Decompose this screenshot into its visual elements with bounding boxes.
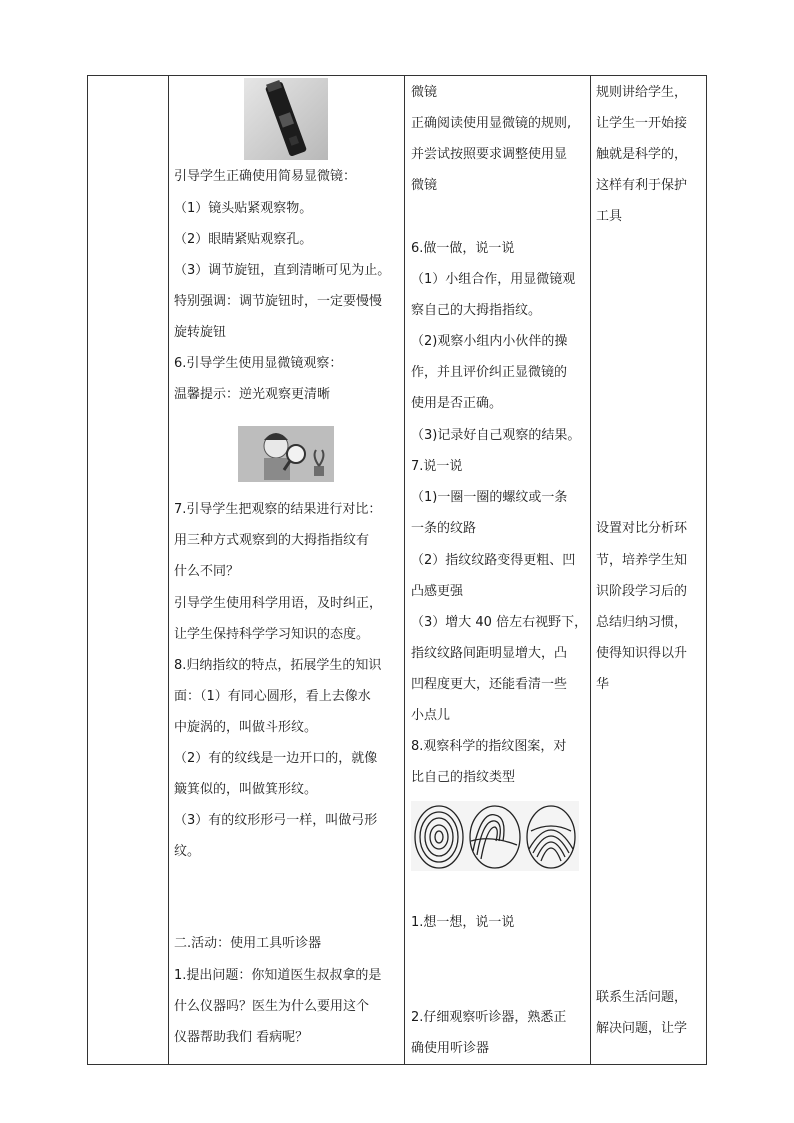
text-line: 中旋涡的，叫做斗形纹。: [174, 720, 318, 735]
text-line: 设置对比分析环: [596, 521, 688, 536]
text-line: 华: [596, 677, 610, 692]
text-line: 7.说一说: [411, 459, 463, 474]
text-line: 凹程度更大，还能看清一些: [411, 677, 568, 692]
design-intent-column: [590, 76, 708, 1064]
text-line: 什么不同？: [174, 564, 240, 579]
text-line: 解决问题，让学: [596, 1021, 688, 1036]
text-line: 凸感更强: [411, 584, 464, 599]
text-line: 6.引导学生使用显微镜观察：: [174, 356, 343, 371]
text-line: 什么仪器吗？医生为什么要用这个: [174, 999, 370, 1014]
text-line: 用三种方式观察到的大拇指指纹有: [174, 533, 370, 548]
text-line: 仪器帮助我们 看病呢？: [174, 1030, 309, 1045]
text-line: 让学生保持科学学习知识的态度。: [174, 627, 370, 642]
text-line: （1）小组合作，用显微镜观: [411, 272, 576, 287]
text-line: 微镜: [411, 178, 438, 193]
text-line: 微镜: [411, 85, 438, 100]
text-line: （3）调节旋钮，直到清晰可见为止。: [174, 263, 391, 278]
text-line: 识阶段学习后的: [596, 584, 688, 599]
text-line: 联系生活问题，: [596, 990, 688, 1005]
text-line: 6.做一做，说一说: [411, 241, 515, 256]
text-line: 小点儿: [411, 708, 451, 723]
text-line: （3）增大 40 倍左右视野下，: [411, 615, 588, 630]
text-line: （2）有的纹线是一边开口的，就像: [174, 751, 378, 766]
text-line: 7.引导学生把观察的结果进行对比：: [174, 502, 382, 517]
text-line: （1)一圈一圈的螺纹或一条: [411, 490, 568, 505]
text-line: （1）镜头贴紧观察物。: [174, 201, 313, 216]
text-line: 比自己的指纹类型: [411, 770, 516, 785]
text-line: 规则讲给学生，: [596, 85, 688, 100]
text-line: 1.提出问题：你知道医生叔叔拿的是: [174, 968, 382, 983]
text-line: 2.仔细观察听诊器，熟悉正: [411, 1010, 567, 1025]
text-line: 旋转旋钮: [174, 325, 227, 340]
text-line: 总结归纳习惯，: [596, 615, 688, 630]
text-line: 作，并且评价纠正显微镜的: [411, 365, 568, 380]
lesson-table: [87, 75, 707, 1065]
text-line: 1.想一想，说一说: [411, 915, 515, 930]
text-line: （3)记录好自己观察的结果。: [411, 428, 581, 443]
text-line: 引导学生正确使用简易显微镜：: [174, 169, 357, 184]
teacher-activity-column: [168, 76, 404, 1064]
text-line: 使得知识得以升: [596, 646, 688, 661]
text-line: 二.活动：使用工具听诊器: [174, 936, 322, 951]
text-line: 一条的纹路: [411, 521, 477, 536]
stage-column: [88, 76, 168, 1064]
text-line: 工具: [596, 209, 623, 224]
text-line: （3）有的纹形形弓一样，叫做弓形: [174, 813, 378, 828]
text-line: 并尝试按照要求调整使用显: [411, 147, 568, 162]
microscope-photo: [244, 78, 328, 160]
text-line: 确使用听诊器: [411, 1041, 490, 1056]
text-line: 指纹纹路间距明显增大，凸: [411, 646, 568, 661]
text-line: 8.观察科学的指纹图案，对: [411, 739, 567, 754]
text-line: 纹。: [174, 844, 201, 859]
text-line: 使用是否正确。: [411, 396, 503, 411]
student-activity-column: [404, 76, 590, 1064]
text-line: 8.归纳指纹的特点，拓展学生的知识: [174, 658, 382, 673]
text-line: 这样有利于保护: [596, 178, 688, 193]
text-line: 引导学生使用科学用语，及时纠正，: [174, 596, 383, 611]
text-line: 察自己的大拇指指纹。: [411, 303, 542, 318]
child-magnifier-illustration: [238, 426, 334, 482]
text-line: 让学生一开始接: [596, 116, 688, 131]
text-line: （2）指纹纹路变得更粗、凹: [411, 553, 576, 568]
text-line: 正确阅读使用显微镜的规则,: [411, 116, 572, 131]
text-line: 节，培养学生知: [596, 553, 688, 568]
text-line: 触就是科学的，: [596, 147, 688, 162]
text-line: （2)观察小组内小伙伴的操: [411, 334, 568, 349]
text-line: 温馨提示：逆光观察更清晰: [174, 387, 331, 402]
text-line: 簸箕似的，叫做箕形纹。: [174, 782, 318, 797]
fingerprint-patterns-image: [411, 801, 579, 871]
text-line: （2）眼睛紧贴观察孔。: [174, 232, 313, 247]
text-line: 特别强调：调节旋钮时，一定要慢慢: [174, 294, 383, 309]
text-line: 面：（1）有同心圆形，看上去像水: [174, 689, 371, 704]
